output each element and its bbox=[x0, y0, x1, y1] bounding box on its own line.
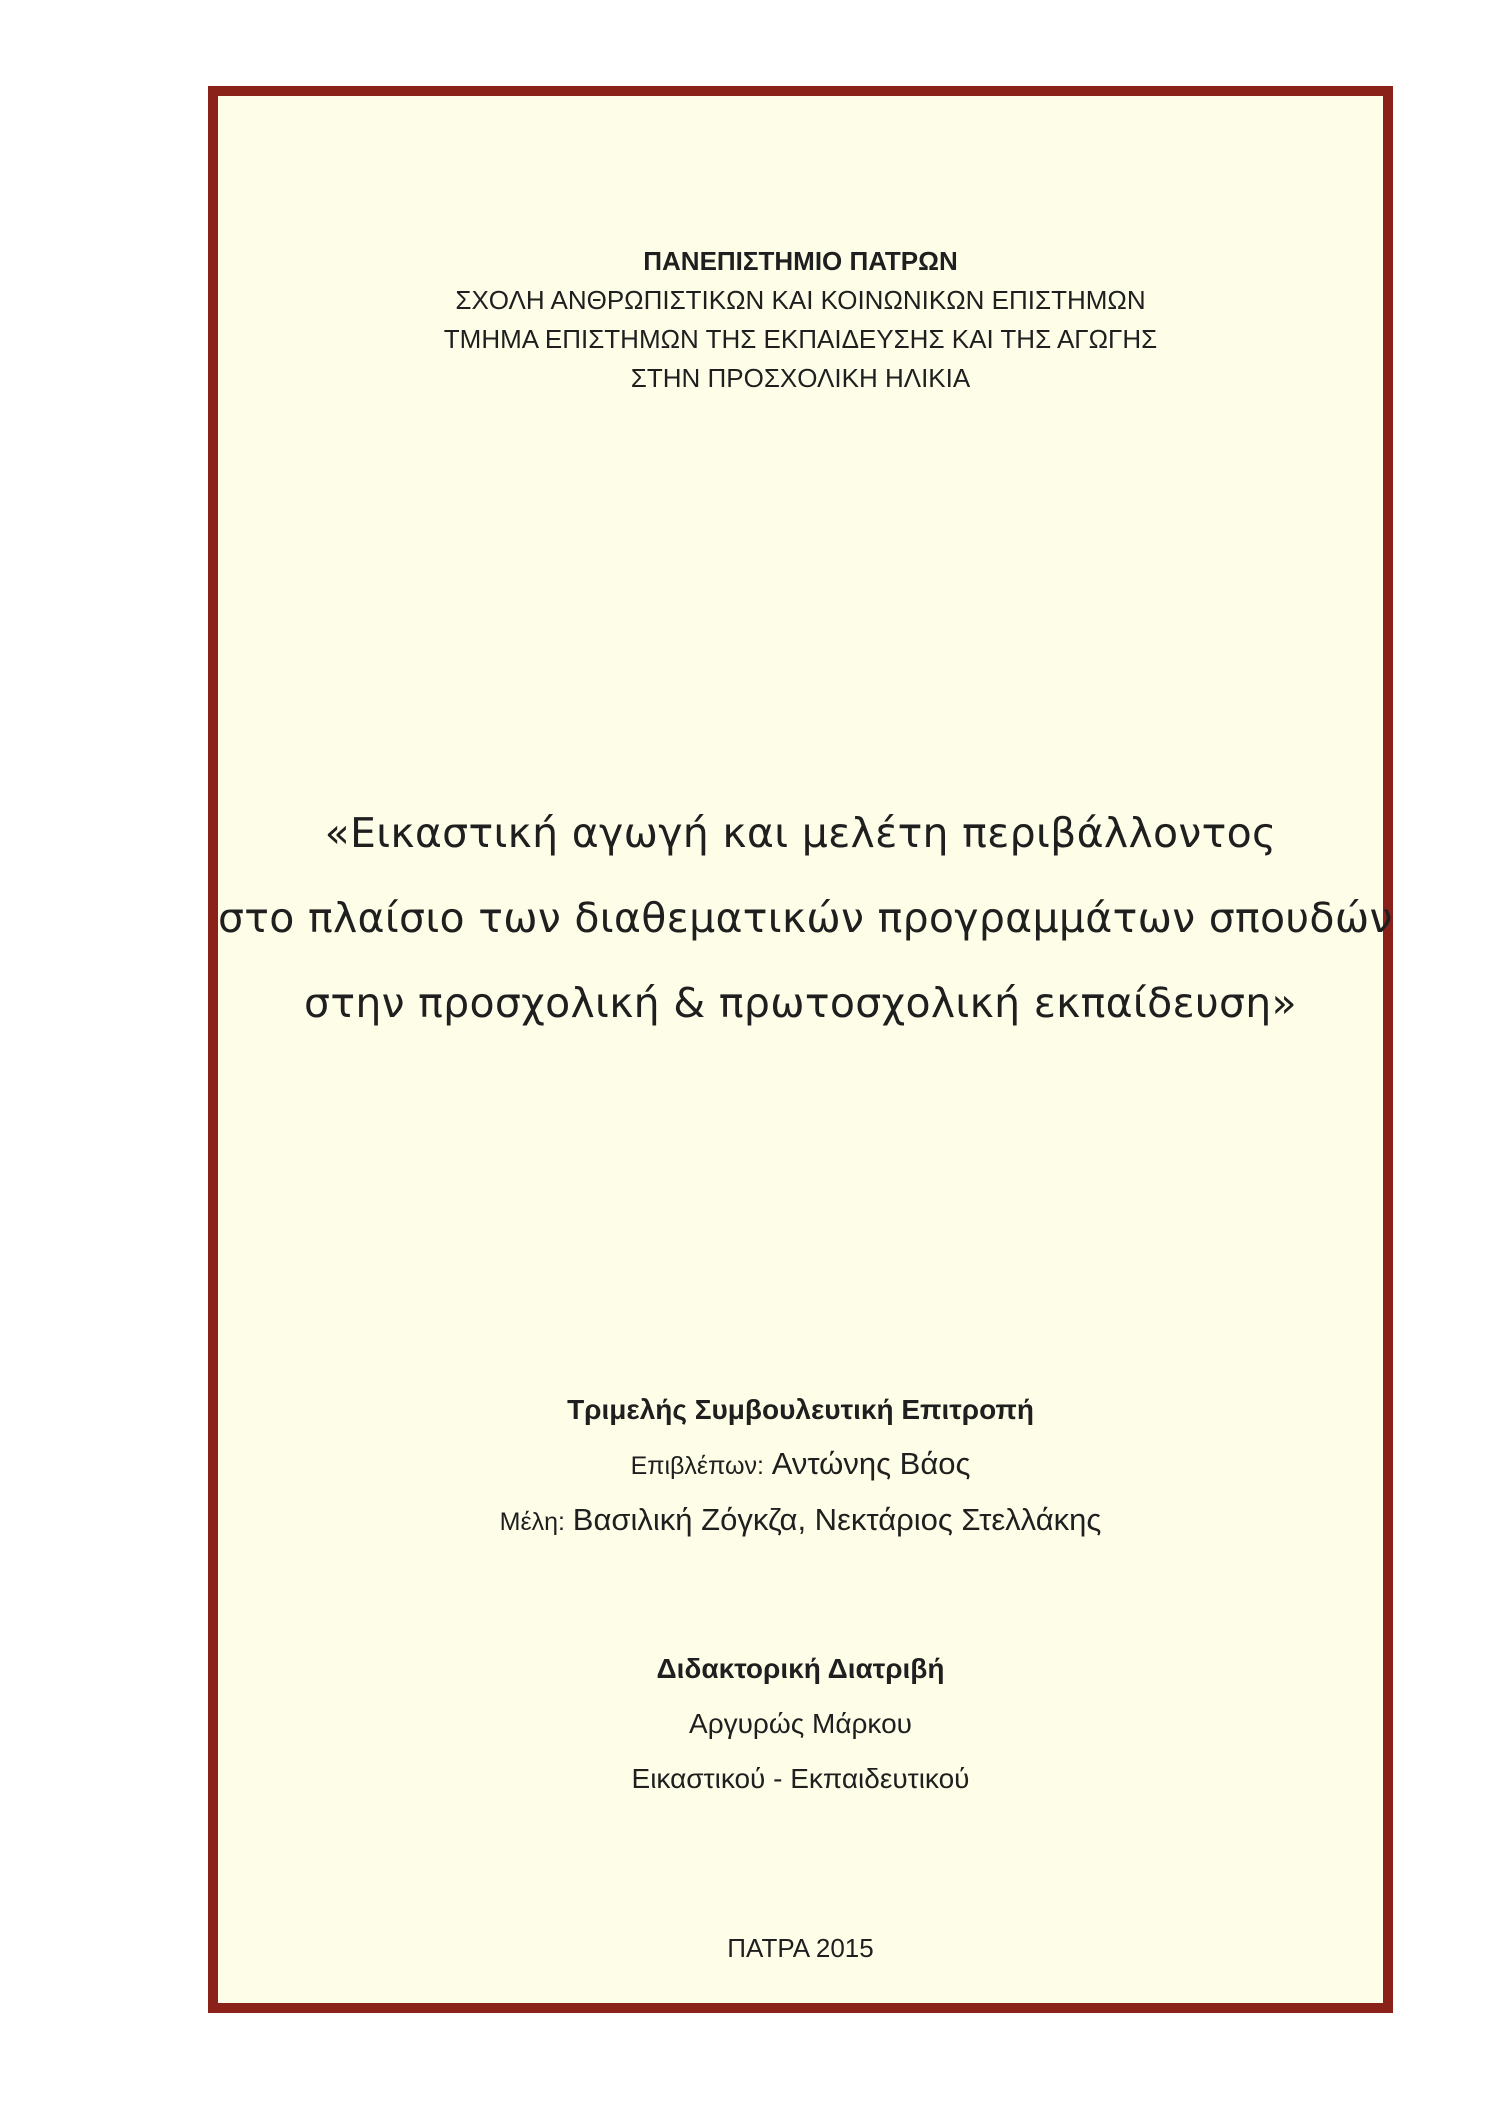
author-name: Αργυρώς Μάρκου bbox=[689, 1708, 912, 1739]
institution-header bbox=[218, 242, 1383, 398]
members-names: Βασιλική Ζόγκζα, Νεκτάριος Στελλάκης bbox=[572, 1502, 1102, 1537]
committee-heading: Τριμελής Συμβουλευτική Επιτροπή bbox=[567, 1394, 1034, 1425]
supervisor-line bbox=[218, 1437, 1383, 1493]
cover-frame bbox=[208, 86, 1393, 2013]
place-year: ΠΑΤΡΑ 2015 bbox=[727, 1933, 874, 1963]
department-name-line1: ΤΜΗΜΑ ΕΠΙΣΤΗΜΩΝ ΤΗΣ ΕΚΠΑΙΔΕΥΣΗΣ ΚΑΙ ΤΗΣ ΑΓΩΓΗΣ bbox=[443, 324, 1158, 354]
department-name-line2: ΣΤΗΝ ΠΡΟΣΧΟΛΙΚΗ ΗΛΙΚΙΑ bbox=[630, 363, 971, 393]
thesis-title-line3: στην προσχολική & πρωτοσχολική εκπαίδευση» bbox=[304, 979, 1297, 1027]
thesis-title-line2: στο πλαίσιο των διαθεματικών προγραμμάτων σπουδών bbox=[218, 894, 1393, 942]
supervisor-label: Επιβλέπων: bbox=[630, 1452, 764, 1480]
members-line bbox=[218, 1493, 1383, 1549]
supervisor-name: Αντώνης Βάος bbox=[771, 1446, 971, 1481]
thesis-title bbox=[218, 791, 1393, 1046]
thesis-title-line1: «Εικαστική αγωγή και μελέτη περιβάλλοντος bbox=[324, 809, 1277, 857]
advisory-committee bbox=[218, 1383, 1383, 1549]
university-name: ΠΑΝΕΠΙΣΤΗΜΙΟ ΠΑΤΡΩΝ bbox=[643, 246, 958, 276]
author-role: Εικαστικού - Εκπαιδευτικού bbox=[631, 1763, 970, 1794]
members-label: Μέλη: bbox=[499, 1508, 565, 1536]
dissertation-heading: Διδακτορική Διατριβή bbox=[656, 1653, 945, 1684]
dissertation-info bbox=[218, 1641, 1383, 1806]
school-name: ΣΧΟΛΗ ΑΝΘΡΩΠΙΣΤΙΚΩΝ ΚΑΙ ΚΟΙΝΩΝΙΚΩΝ ΕΠΙΣΤΗΜΩΝ bbox=[455, 285, 1146, 315]
